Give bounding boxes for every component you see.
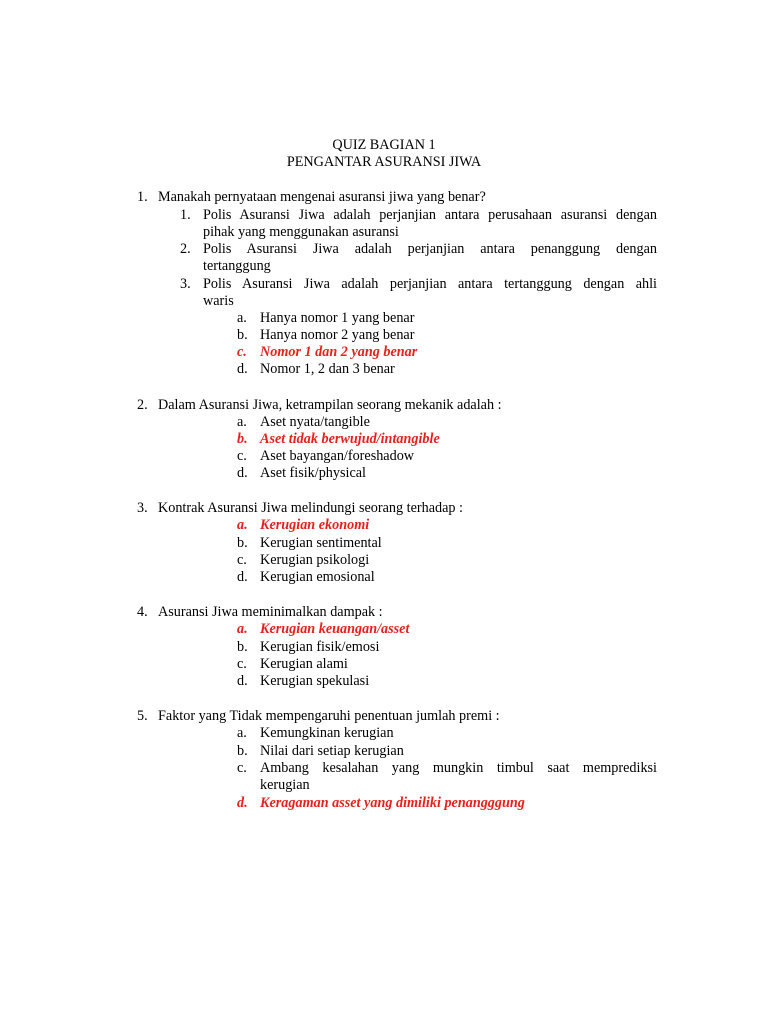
option-text: Ambang kesalahan yang mungkin timbul saat memprediksi bbox=[260, 760, 657, 776]
question-number: 2. bbox=[137, 397, 148, 413]
option-text: Kerugian fisik/emosi bbox=[260, 639, 380, 655]
question-number: 5. bbox=[137, 708, 148, 724]
option-text: Aset fisik/physical bbox=[260, 465, 366, 481]
statement-number: 2. bbox=[180, 241, 191, 257]
option-letter: a. bbox=[237, 310, 247, 326]
statement-text-cont: pihak yang menggunakan asuransi bbox=[203, 224, 399, 240]
statement-text: Polis Asuransi Jiwa adalah perjanjian antara penanggung dengan bbox=[203, 241, 657, 257]
statement-text: Polis Asuransi Jiwa adalah perjanjian antara tertanggung dengan ahli bbox=[203, 276, 657, 292]
question-text: Kontrak Asuransi Jiwa melindungi seorang terhadap : bbox=[158, 500, 463, 516]
correct-option-letter: a. bbox=[237, 517, 248, 533]
correct-option-text: Keragaman asset yang dimiliki penangggung bbox=[260, 795, 525, 811]
option-letter: c. bbox=[237, 448, 247, 464]
option-letter: b. bbox=[237, 327, 248, 343]
option-letter: b. bbox=[237, 535, 248, 551]
question-text: Faktor yang Tidak mempengaruhi penentuan jumlah premi : bbox=[158, 708, 500, 724]
page-title: QUIZ BAGIAN 1 bbox=[332, 137, 436, 153]
option-letter: a. bbox=[237, 725, 247, 741]
option-letter: d. bbox=[237, 673, 248, 689]
option-letter: d. bbox=[237, 465, 248, 481]
correct-option-text: Kerugian keuangan/asset bbox=[260, 621, 410, 637]
option-text: Kerugian spekulasi bbox=[260, 673, 370, 689]
question-text: Asuransi Jiwa meminimalkan dampak : bbox=[158, 604, 383, 620]
question-number: 3. bbox=[137, 500, 148, 516]
option-text: Kerugian sentimental bbox=[260, 535, 382, 551]
correct-option-letter: c. bbox=[237, 344, 247, 360]
option-letter: c. bbox=[237, 656, 247, 672]
statement-text-cont: tertanggung bbox=[203, 258, 271, 274]
correct-option-text: Aset tidak berwujud/intangible bbox=[260, 431, 440, 447]
option-text-cont: kerugian bbox=[260, 777, 310, 793]
option-text: Kerugian psikologi bbox=[260, 552, 370, 568]
option-letter: a. bbox=[237, 414, 247, 430]
correct-option-letter: b. bbox=[237, 431, 248, 447]
question-number: 4. bbox=[137, 604, 148, 620]
correct-option-text: Kerugian ekonomi bbox=[260, 517, 370, 533]
option-text: Kerugian alami bbox=[260, 656, 348, 672]
statement-text-cont: waris bbox=[203, 293, 234, 309]
question-text: Manakah pernyataan mengenai asuransi jiwa yang benar? bbox=[158, 189, 486, 205]
question-text: Dalam Asuransi Jiwa, ketrampilan seorang mekanik adalah : bbox=[158, 397, 502, 413]
option-letter: c. bbox=[237, 760, 247, 776]
option-text: Nomor 1, 2 dan 3 benar bbox=[260, 361, 395, 377]
page-subtitle: PENGANTAR ASURANSI JIWA bbox=[286, 154, 482, 170]
option-letter: c. bbox=[237, 552, 247, 568]
option-letter: b. bbox=[237, 639, 248, 655]
option-text: Nilai dari setiap kerugian bbox=[260, 743, 404, 759]
option-text: Hanya nomor 2 yang benar bbox=[260, 327, 415, 343]
option-text: Hanya nomor 1 yang benar bbox=[260, 310, 415, 326]
correct-option-letter: d. bbox=[237, 795, 248, 811]
statement-text: Polis Asuransi Jiwa adalah perjanjian antara perusahaan asuransi dengan bbox=[203, 207, 657, 223]
option-letter: d. bbox=[237, 569, 248, 585]
option-text: Kerugian emosional bbox=[260, 569, 375, 585]
correct-option-letter: a. bbox=[237, 621, 248, 637]
option-text: Kemungkinan kerugian bbox=[260, 725, 394, 741]
option-text: Aset bayangan/foreshadow bbox=[260, 448, 415, 464]
option-letter: b. bbox=[237, 743, 248, 759]
statement-number: 3. bbox=[180, 276, 191, 292]
option-letter: d. bbox=[237, 361, 248, 377]
statement-number: 1. bbox=[180, 207, 191, 223]
correct-option-text: Nomor 1 dan 2 yang benar bbox=[260, 344, 418, 360]
question-number: 1. bbox=[137, 189, 148, 205]
option-text: Aset nyata/tangible bbox=[260, 414, 370, 430]
